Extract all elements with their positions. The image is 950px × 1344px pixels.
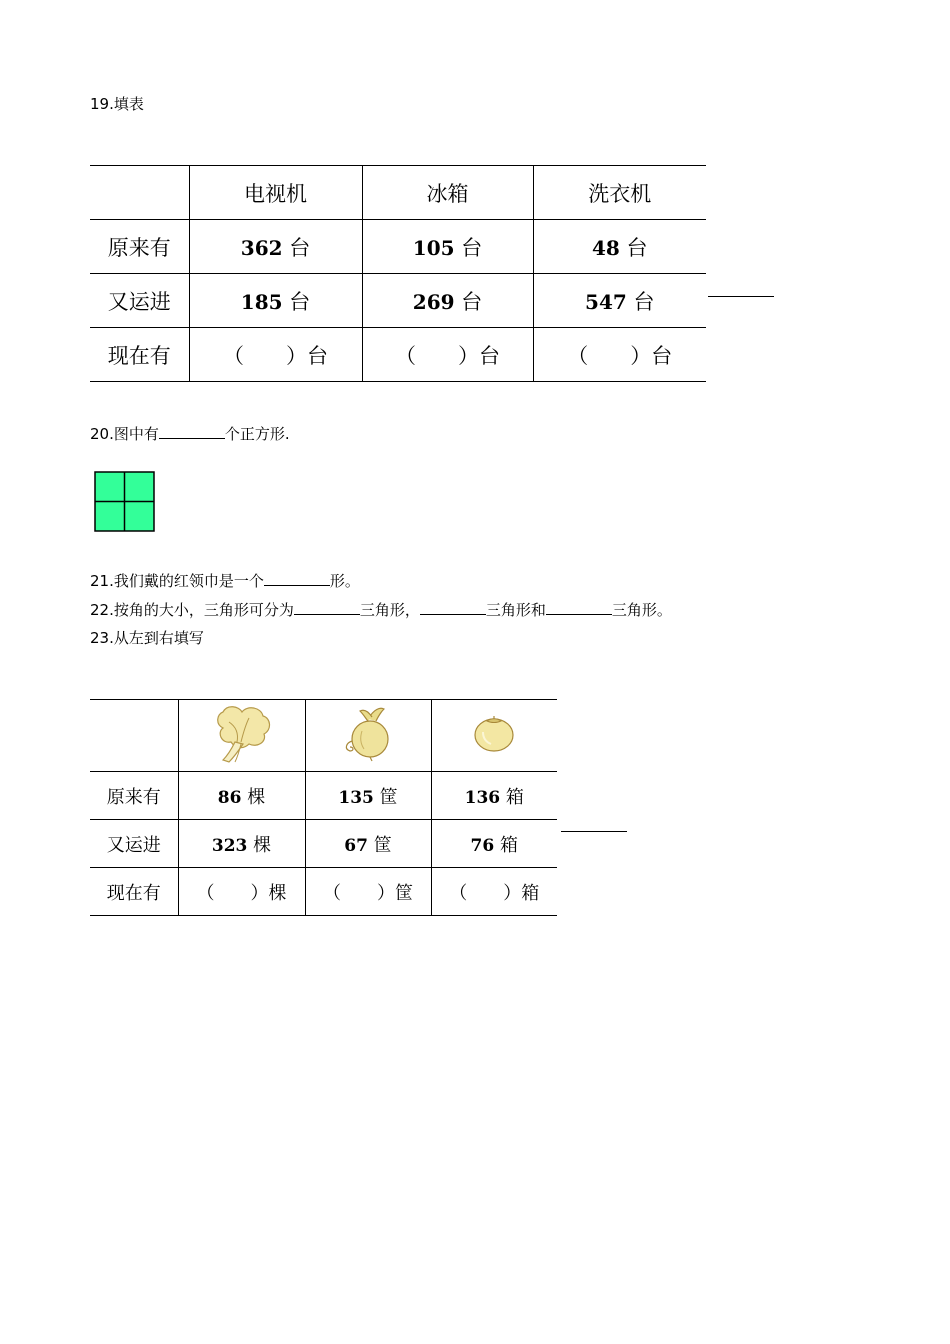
cell-unit: 台 [461, 289, 483, 314]
cell-unit: 台 [633, 289, 655, 314]
answer-blank[interactable] [264, 571, 330, 586]
q22-suffix: 三角形。 [611, 601, 672, 619]
cell-unit: 筐 [395, 882, 413, 904]
cell-number: 185 [240, 289, 283, 314]
cell-number: 362 [240, 235, 283, 260]
header-radish [305, 700, 431, 772]
cell-unit: 台 [289, 289, 311, 314]
cell-unit: 台 [479, 343, 500, 368]
cell-number: 67 [344, 835, 368, 856]
table-row [90, 328, 706, 382]
table-cell [362, 274, 533, 328]
radish-icon [338, 703, 398, 763]
row-label: 原来有 [90, 772, 178, 820]
answer-blank[interactable]: （ ） [449, 882, 522, 904]
table-cell [533, 274, 706, 328]
cell-unit: 棵 [268, 882, 287, 904]
answer-blank[interactable]: （ ） [196, 882, 269, 904]
cell-unit: 筐 [379, 786, 398, 808]
answer-cell[interactable] [431, 868, 557, 916]
table-cell [431, 820, 557, 868]
q22-mid2: 三角形和 [485, 601, 546, 619]
table-cell [189, 220, 362, 274]
q20-suffix: 个正方形. [224, 425, 290, 443]
row-label: 现在有 [90, 868, 178, 916]
answer-blank[interactable] [420, 600, 486, 615]
answer-blank[interactable]: （ ） [223, 343, 307, 368]
answer-cell[interactable] [305, 868, 431, 916]
answer-blank[interactable]: （ ） [323, 882, 395, 904]
answer-cell[interactable] [362, 328, 533, 382]
cell-number: 105 [412, 235, 455, 260]
cell-number: 135 [338, 787, 374, 808]
answer-cell[interactable] [533, 328, 706, 382]
cell-unit: 箱 [505, 786, 524, 808]
row-label: 又运进 [90, 274, 189, 328]
answer-cell[interactable] [189, 328, 362, 382]
answer-blank[interactable]: （ ） [395, 343, 479, 368]
cell-unit: 台 [461, 235, 483, 260]
cell-unit: 台 [307, 343, 328, 368]
question-19-title: 19.填表 [90, 95, 144, 113]
cell-unit: 台 [626, 235, 648, 260]
header-tv: 电视机 [189, 166, 362, 220]
cell-unit: 筐 [373, 834, 392, 856]
table-cell [178, 820, 305, 868]
table-cell [178, 772, 305, 820]
cell-number: 48 [591, 235, 620, 260]
cell-number: 323 [211, 835, 248, 856]
table-row [90, 820, 557, 868]
cell-unit: 棵 [253, 834, 272, 856]
table-header-row [90, 166, 706, 220]
answer-cell[interactable] [178, 868, 305, 916]
table-row [90, 868, 557, 916]
cell-unit: 棵 [247, 786, 266, 808]
row-label: 原来有 [90, 220, 189, 274]
question-20 [90, 424, 290, 443]
cabbage-icon [209, 702, 275, 764]
table-corner-cell [90, 700, 178, 772]
q23-table [90, 699, 557, 916]
header-tomato [431, 700, 557, 772]
table-cell [362, 220, 533, 274]
cell-number: 269 [412, 289, 455, 314]
answer-line[interactable] [708, 296, 774, 297]
q21-suffix: 形。 [329, 572, 360, 590]
row-label: 现在有 [90, 328, 189, 382]
header-cabbage [178, 700, 305, 772]
q19-table [90, 165, 706, 382]
table-row [90, 772, 557, 820]
cell-number: 547 [585, 289, 627, 314]
table-row [90, 274, 706, 328]
q20-prefix: 20.图中有 [90, 425, 159, 443]
cell-unit: 箱 [521, 882, 540, 904]
q22-prefix: 22.按角的大小，三角形可分为 [90, 601, 294, 619]
table-cell [189, 274, 362, 328]
table-cell [431, 772, 557, 820]
table-cell [305, 820, 431, 868]
table-cell [305, 772, 431, 820]
table-cell [533, 220, 706, 274]
answer-blank[interactable] [546, 600, 612, 615]
table-row [90, 220, 706, 274]
cell-number: 86 [217, 787, 242, 808]
cell-number: 76 [470, 835, 495, 856]
cell-unit: 台 [289, 235, 311, 260]
cell-number: 136 [464, 787, 501, 808]
header-washer: 洗衣机 [533, 166, 706, 220]
cell-unit: 箱 [499, 834, 518, 856]
answer-blank[interactable] [159, 424, 225, 439]
question-23-title: 23.从左到右填写 [90, 629, 204, 647]
cell-unit: 台 [651, 343, 673, 368]
row-label: 又运进 [90, 820, 178, 868]
table-header-row [90, 700, 557, 772]
question-22 [90, 600, 672, 619]
answer-blank[interactable]: （ ） [567, 343, 652, 368]
square-grid-figure [94, 471, 156, 533]
tomato-icon [471, 712, 517, 754]
table-corner-cell [90, 166, 189, 220]
q21-prefix: 21.我们戴的红领巾是一个 [90, 572, 264, 590]
answer-blank[interactable] [294, 600, 360, 615]
question-21 [90, 571, 360, 590]
q22-mid1: 三角形， [359, 601, 420, 619]
answer-line[interactable] [561, 831, 627, 832]
header-fridge: 冰箱 [362, 166, 533, 220]
